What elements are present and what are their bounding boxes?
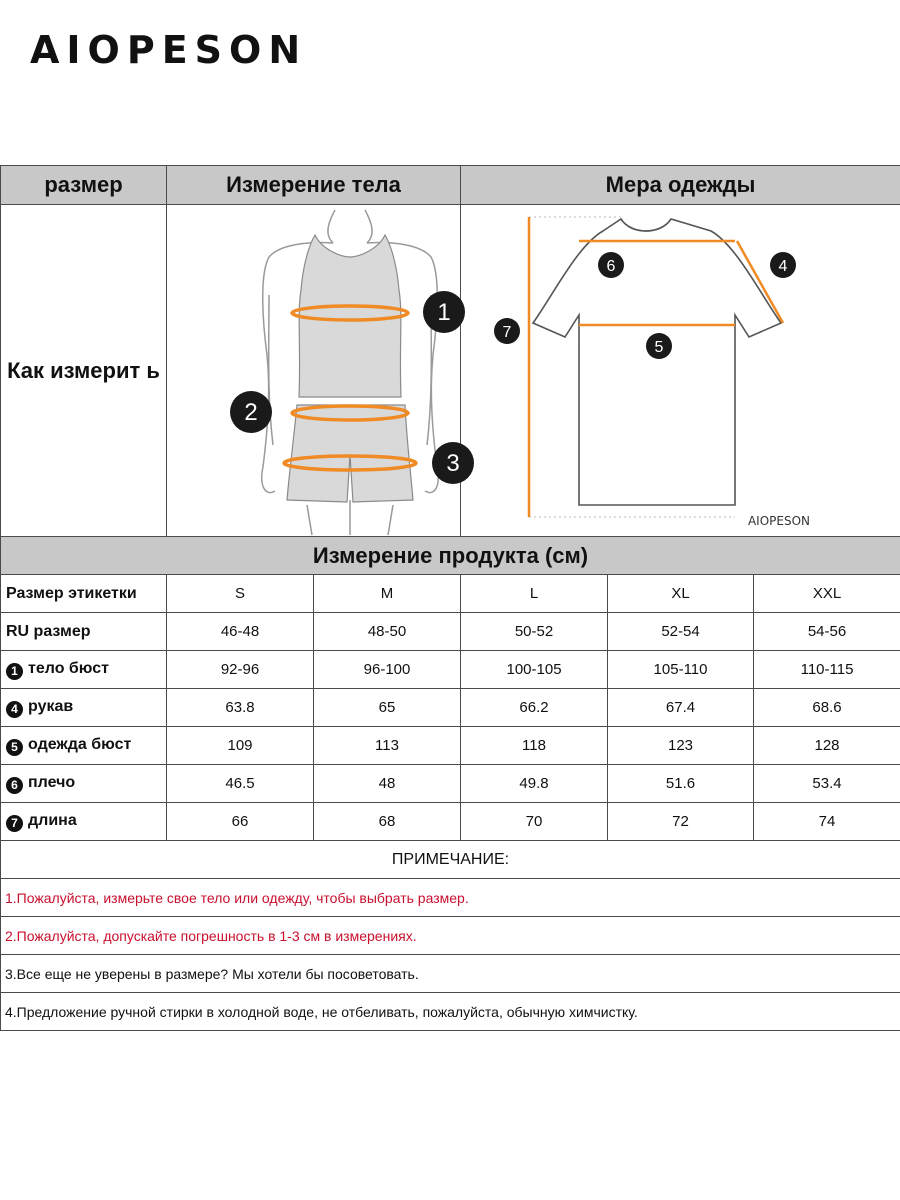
body-figure-cell (167, 205, 461, 537)
row-label-text: RU размер (6, 622, 91, 640)
marker-2-label: 2 (244, 399, 258, 426)
table-cell: 110-115 (754, 651, 900, 689)
notes-title-row (1, 841, 900, 879)
table-row (1, 803, 900, 841)
header-body-measure: Измерение тела (167, 166, 461, 205)
garment-figure-illustration (461, 205, 827, 536)
table-cell: 96-100 (314, 651, 461, 689)
product-measure-title: Измерение продукта (см) (1, 537, 900, 575)
note-row (1, 955, 900, 993)
row-label-text: длина (28, 811, 77, 829)
table-cell: 67.4 (608, 689, 754, 727)
table-cell: 52-54 (608, 613, 754, 651)
bullet-6-icon: 6 (6, 777, 23, 794)
table-cell: 51.6 (608, 765, 754, 803)
table-row (1, 613, 900, 651)
table-cell: 65 (314, 689, 461, 727)
size-xxl: XXL (754, 575, 900, 613)
table-cell: 54-56 (754, 613, 900, 651)
table-cell: 128 (754, 727, 900, 765)
note-2: 2.Пожалуйста, допускайте погрешность в 1-3 см в измерениях. (1, 917, 900, 955)
table-cell: 70 (461, 803, 608, 841)
marker-6-label: 6 (606, 258, 616, 275)
marker-4-label: 4 (778, 258, 788, 275)
row-label (1, 765, 167, 803)
table-cell: 49.8 (461, 765, 608, 803)
row-label-text: одежда бюст (28, 735, 132, 753)
table-cell: 92-96 (167, 651, 314, 689)
row-label-text: рукав (28, 697, 74, 715)
table-cell: 46-48 (167, 613, 314, 651)
table-row (1, 727, 900, 765)
row-label (1, 689, 167, 727)
bullet-4-icon: 4 (6, 701, 23, 718)
bullet-1-icon: 1 (6, 663, 23, 680)
table-row (1, 765, 900, 803)
row-label (1, 803, 167, 841)
size-s: S (167, 575, 314, 613)
tank-top-shape (299, 235, 401, 397)
table-cell: 66 (167, 803, 314, 841)
size-chart (0, 165, 900, 1031)
table-cell: 123 (608, 727, 754, 765)
table-row (1, 651, 900, 689)
table-cell: 100-105 (461, 651, 608, 689)
table-cell: 68.6 (754, 689, 900, 727)
table-cell: 63.8 (167, 689, 314, 727)
table-cell: 50-52 (461, 613, 608, 651)
table-cell: 72 (608, 803, 754, 841)
marker-1-label: 1 (437, 299, 451, 326)
how-to-measure-label: Как измерит ь (1, 205, 167, 537)
row-label-text: плечо (28, 773, 76, 791)
bullet-7-icon: 7 (6, 815, 23, 832)
marker-3-label: 3 (446, 450, 460, 477)
header-size: размер (1, 166, 167, 205)
note-row (1, 917, 900, 955)
chart-header (1, 166, 900, 205)
table-cell: 74 (754, 803, 900, 841)
table-cell: 66.2 (461, 689, 608, 727)
table-cell: 68 (314, 803, 461, 841)
table-cell: 48-50 (314, 613, 461, 651)
illustration-row (1, 205, 900, 537)
table-cell: 109 (167, 727, 314, 765)
table-cell: 53.4 (754, 765, 900, 803)
size-l: L (461, 575, 608, 613)
notes-title: ПРИМЕЧАНИЕ: (1, 841, 900, 879)
table-cell: 113 (314, 727, 461, 765)
table-row (1, 689, 900, 727)
table-cell: 118 (461, 727, 608, 765)
size-label-row (1, 575, 900, 613)
marker-5-label: 5 (654, 339, 664, 356)
table-cell: 48 (314, 765, 461, 803)
row-label-text: тело бюст (28, 659, 109, 677)
brand-logo: AIOPESON (30, 28, 308, 72)
table-cell: 46.5 (167, 765, 314, 803)
table-cell: 105-110 (608, 651, 754, 689)
note-3: 3.Все еще не уверены в размере? Мы хотели бы посоветовать. (1, 955, 900, 993)
row-label (1, 613, 167, 651)
size-m: M (314, 575, 461, 613)
garment-brand-label: AIOPESON (747, 514, 811, 528)
size-label-header: Размер этикетки (1, 575, 167, 613)
row-label (1, 727, 167, 765)
note-4: 4.Предложение ручной стирки в холодной воде, не отбеливать, пожалуйста, обычную химчистку. (1, 993, 900, 1031)
header-garment-measure: Мера одежды (461, 166, 900, 205)
product-measure-title-row (1, 537, 900, 575)
garment-figure-cell (461, 205, 900, 537)
note-1: 1.Пожалуйста, измерьте свое тело или одежду, чтобы выбрать размер. (1, 879, 900, 917)
bullet-5-icon: 5 (6, 739, 23, 756)
tshirt-shape (533, 219, 781, 505)
marker-7-label: 7 (502, 324, 512, 341)
size-xl: XL (608, 575, 754, 613)
note-row (1, 993, 900, 1031)
row-label (1, 651, 167, 689)
note-row (1, 879, 900, 917)
